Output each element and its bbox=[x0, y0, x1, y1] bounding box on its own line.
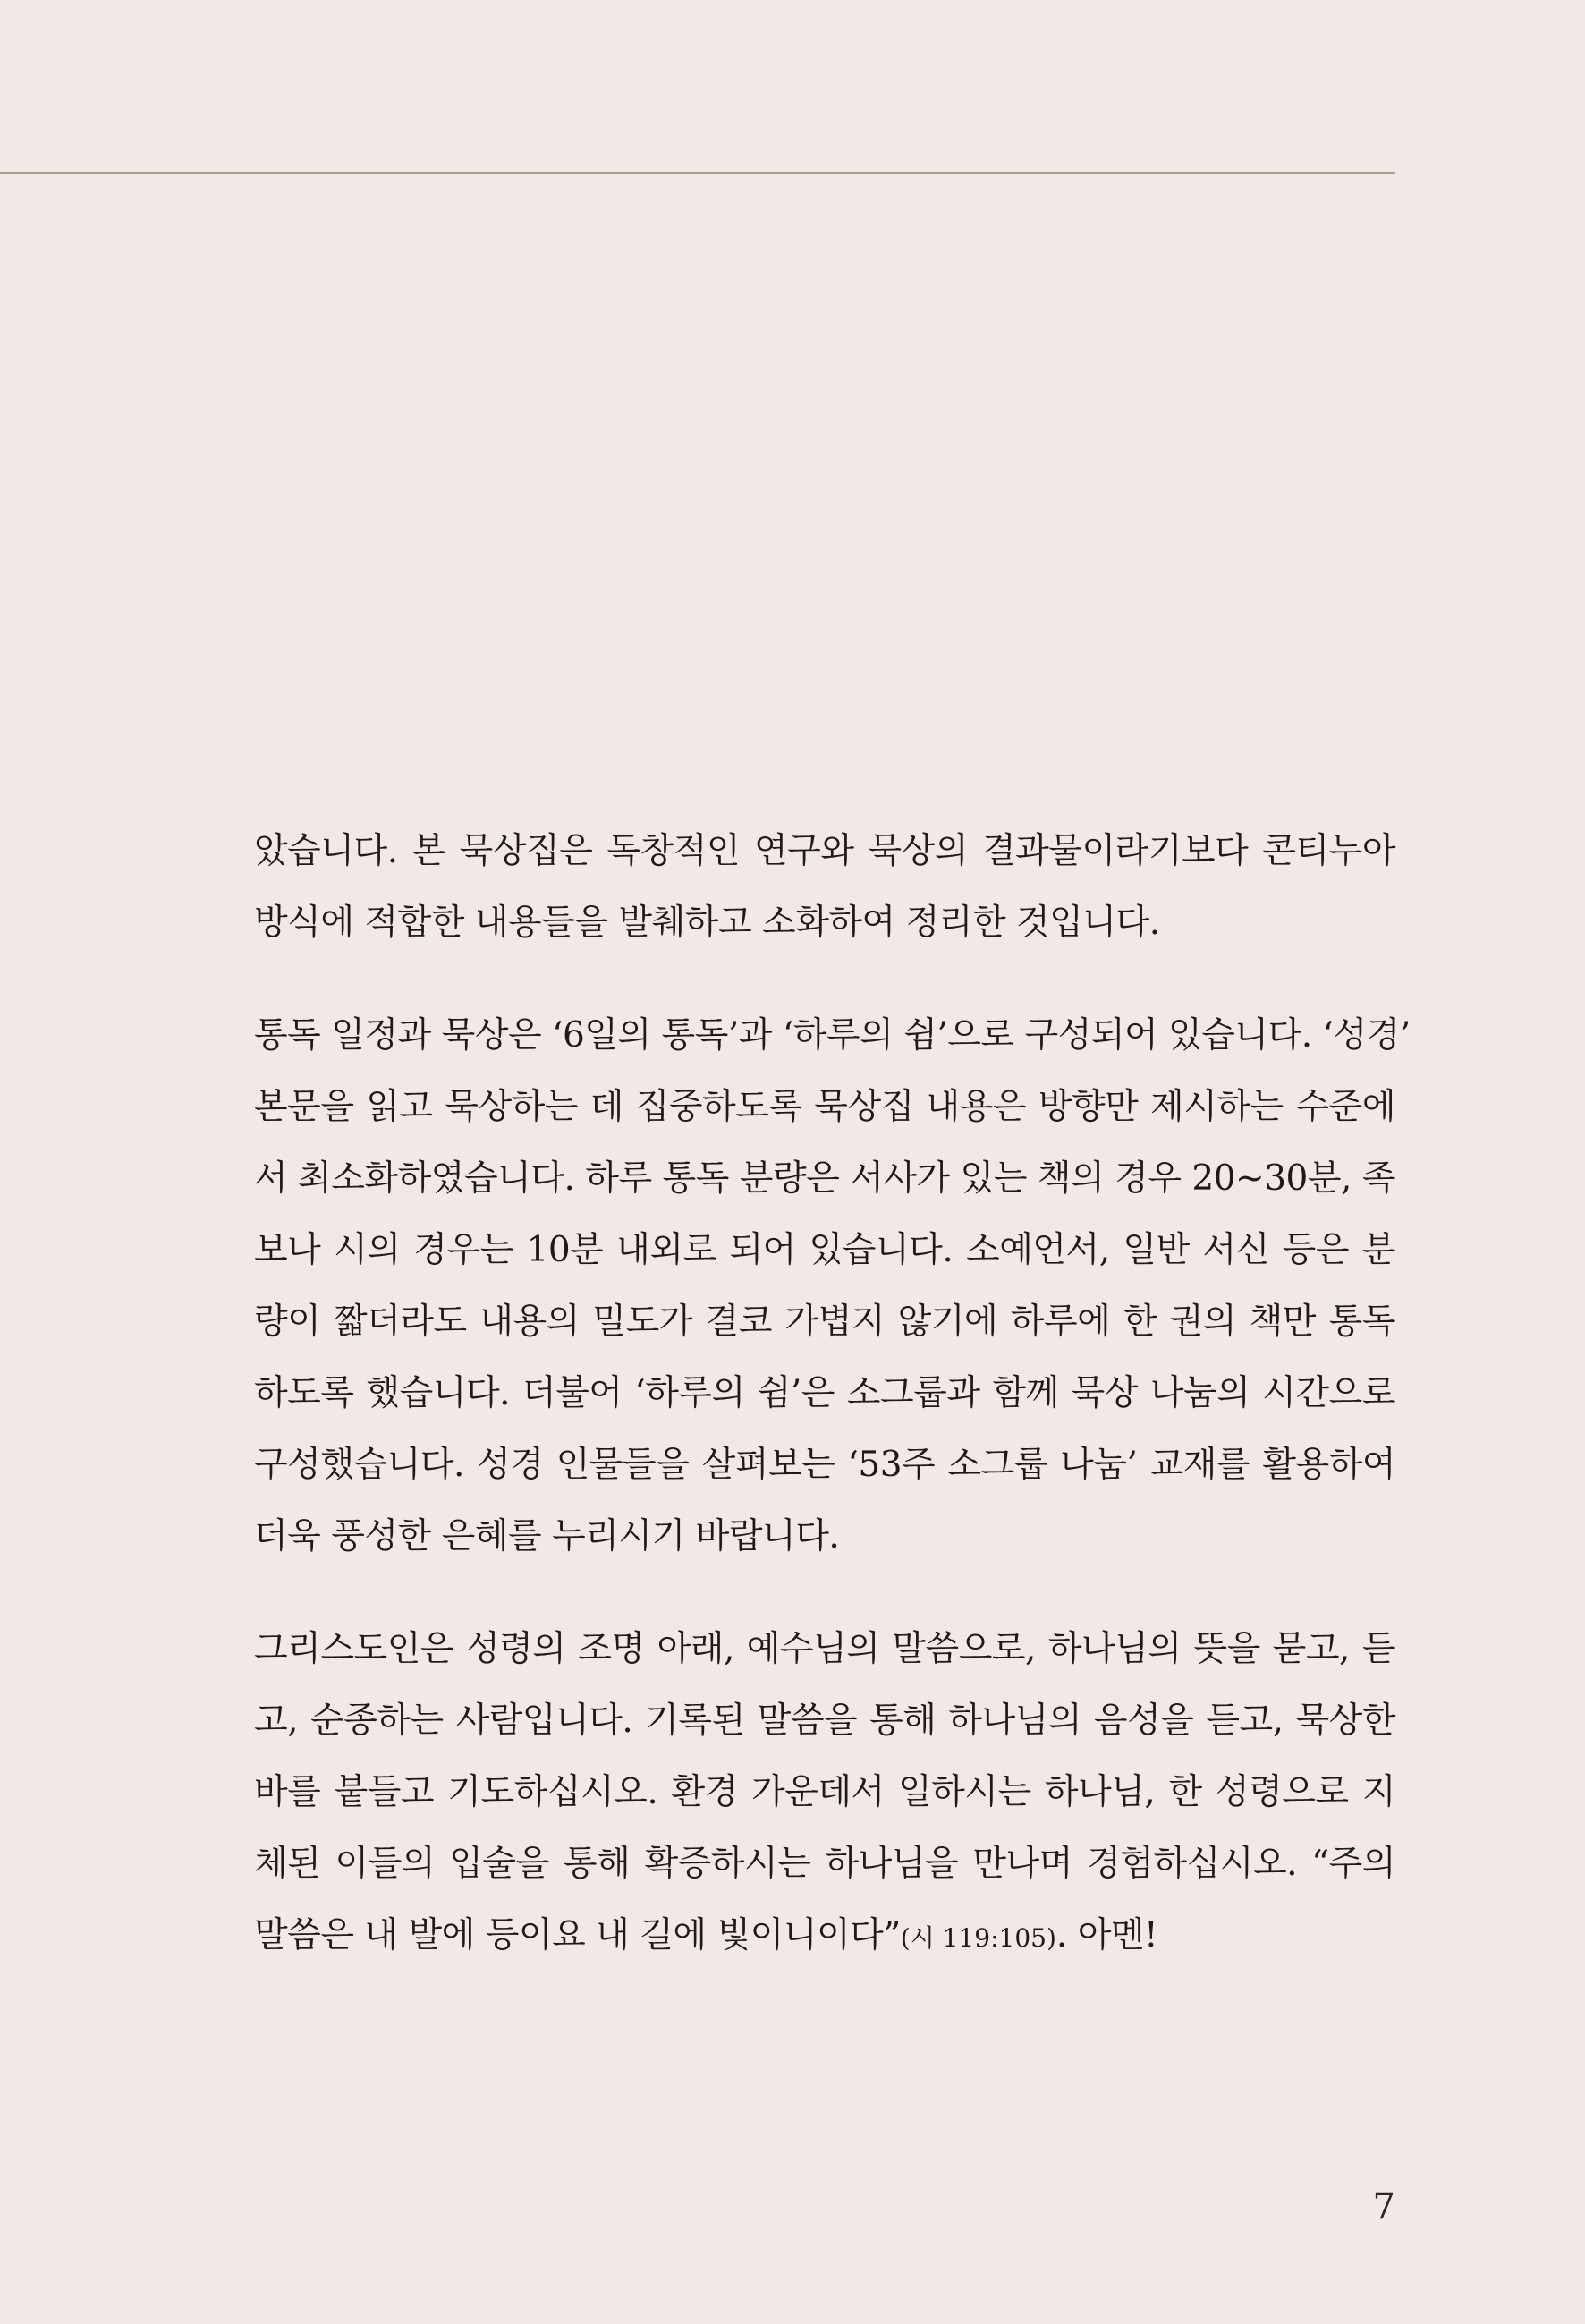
text-line-final bbox=[254, 1900, 1395, 1972]
text-line: 더욱 풍성한 은혜를 누리시기 바랍니다. bbox=[254, 1516, 840, 1556]
text-line: 았습니다. 본 묵상집은 독창적인 연구와 묵상의 결과물이라기보다 콘티누아 bbox=[254, 831, 1395, 871]
text-line: 방식에 적합한 내용들을 발췌하고 소화하여 정리한 것입니다. bbox=[254, 903, 1160, 943]
closing-amen: . 아멘! bbox=[1055, 1915, 1158, 1955]
text-line: 본문을 읽고 묵상하는 데 집중하도록 묵상집 내용은 방향만 제시하는 수준에 bbox=[254, 1087, 1395, 1127]
header-rule bbox=[0, 172, 1395, 174]
paragraph-1 bbox=[254, 816, 1395, 959]
scripture-citation: (시 119:105) bbox=[900, 1923, 1056, 1953]
text-line: 체된 이들의 입술을 통해 확증하시는 하나님을 만나며 경험하십시오. “주의 bbox=[254, 1844, 1395, 1884]
text-line: 서 최소화하였습니다. 하루 통독 분량은 서사가 있는 책의 경우 20~30분, 족 bbox=[254, 1158, 1395, 1199]
text-line: 구성했습니다. 성경 인물들을 살펴보는 ‘53주 소그룹 나눔’ 교재를 활용하여 bbox=[254, 1445, 1395, 1485]
text-line: 고, 순종하는 사람입니다. 기록된 말씀을 통해 하나님의 음성을 듣고, 묵상한 bbox=[254, 1701, 1395, 1741]
text-line: 하도록 했습니다. 더불어 ‘하루의 쉼’은 소그룹과 함께 묵상 나눔의 시간으로 bbox=[254, 1373, 1395, 1413]
verse-quote: 말씀은 내 발에 등이요 내 길에 빛이니이다” bbox=[254, 1915, 901, 1955]
page-number: 7 bbox=[1372, 2186, 1395, 2227]
text-line: 량이 짧더라도 내용의 밀도가 결코 가볍지 않기에 하루에 한 권의 책만 통독 bbox=[254, 1302, 1395, 1342]
text-line: 통독 일정과 묵상은 ‘6일의 통독’과 ‘하루의 쉼’으로 구성되어 있습니다. ‘성경’ bbox=[254, 1015, 1411, 1056]
body-text bbox=[254, 816, 1411, 2013]
paragraph-2 bbox=[254, 1000, 1411, 1573]
paragraph-3 bbox=[254, 1614, 1395, 1972]
text-line: 그리스도인은 성령의 조명 아래, 예수님의 말씀으로, 하나님의 뜻을 묻고, 듣 bbox=[254, 1629, 1396, 1669]
text-line: 바를 붙들고 기도하십시오. 환경 가운데서 일하시는 하나님, 한 성령으로 지 bbox=[254, 1772, 1395, 1812]
text-line: 보나 시의 경우는 10분 내외로 되어 있습니다. 소예언서, 일반 서신 등은 분 bbox=[254, 1230, 1395, 1270]
